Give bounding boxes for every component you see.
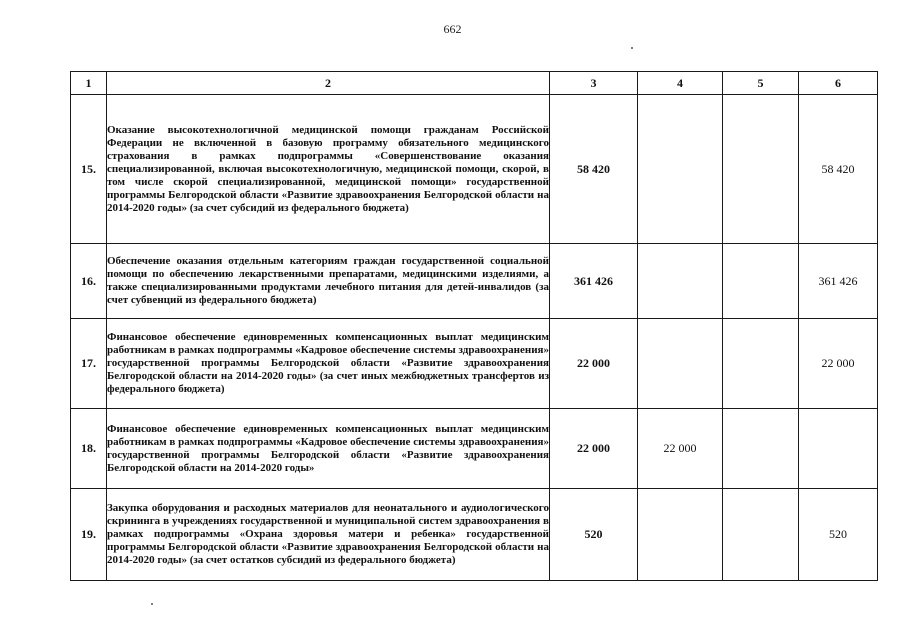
row-description: Финансовое обеспечение единовременных компенсационных выплат медицинским работникам в рамках подпрограммы «Кадровое обеспечение системы здравоохранения» государственной программы Белгородской области «Развитие здравоохранения Белгородской области на 2014-2020 годы» <box>107 409 550 489</box>
row-description: Обеспечение оказания отдельным категориям граждан государственной социальной помощи по обеспечению лекарственными препаратами, медицинскими изделиями, а также специализированными продуктами лечебного питания для детей-инвалидов (за счет субвенций из федерального бюджета) <box>107 244 550 319</box>
cell-col-3: 520 <box>550 489 638 581</box>
row-number: 17. <box>71 319 107 409</box>
header-col-5: 5 <box>723 72 799 95</box>
page-number: 662 <box>443 22 462 36</box>
cell-col-5 <box>723 409 799 489</box>
cell-col-3: 22 000 <box>550 409 638 489</box>
cell-col-6 <box>799 409 878 489</box>
header-col-6: 6 <box>799 72 878 95</box>
table-row <box>71 244 878 319</box>
cell-col-4 <box>638 244 723 319</box>
header-row <box>71 72 878 95</box>
header-col-4: 4 <box>638 72 723 95</box>
header-col-1: 1 <box>71 72 107 95</box>
cell-col-6: 361 426 <box>799 244 878 319</box>
cell-col-6: 58 420 <box>799 95 878 244</box>
scan-speck <box>151 603 153 605</box>
cell-col-3: 58 420 <box>550 95 638 244</box>
table-row <box>71 95 878 244</box>
table-row <box>71 319 878 409</box>
row-number: 19. <box>71 489 107 581</box>
cell-col-4 <box>638 95 723 244</box>
row-description: Закупка оборудования и расходных материалов для неонатального и аудиологического скрининга в учреждениях государственной и муниципальной систем здравоохранения в рамках подпрограммы «Охрана здоровья матери и ребенка» государственной программы Белгородской области «Развитие здравоохранения Белгородской области на 2014-2020 годы» (за счет остатков субсидий из федерального бюджета) <box>107 489 550 581</box>
header-col-2: 2 <box>107 72 550 95</box>
row-description: Оказание высокотехнологичной медицинской помощи гражданам Российской Федерации не включенной в базовую программу обязательного медицинского страхования в рамках подпрограммы «Совершенствование оказания специализированной, включая высокотехнологичную, медицинской помощи, скорой, в том числе скорой специализированной, медицинской помощи» государственной программы Белгородской области «Развитие здравоохранения Белгородской области на 2014-2020 годы» (за счет субсидий из федерального бюджета) <box>107 95 550 244</box>
row-description: Финансовое обеспечение единовременных компенсационных выплат медицинским работникам в рамках подпрограммы «Кадровое обеспечение системы здравоохранения» государственной программы Белгородской области «Развитие здравоохранения Белгородской области на 2014-2020 годы» (за счет иных межбюджетных трансфертов из федерального бюджета) <box>107 319 550 409</box>
cell-col-3: 361 426 <box>550 244 638 319</box>
scan-speck <box>631 47 633 49</box>
cell-col-3: 22 000 <box>550 319 638 409</box>
header-col-3: 3 <box>550 72 638 95</box>
cell-col-5 <box>723 319 799 409</box>
cell-col-5 <box>723 95 799 244</box>
cell-col-6: 22 000 <box>799 319 878 409</box>
cell-col-6: 520 <box>799 489 878 581</box>
row-number: 16. <box>71 244 107 319</box>
table-row <box>71 489 878 581</box>
cell-col-5 <box>723 244 799 319</box>
row-number: 15. <box>71 95 107 244</box>
budget-table <box>70 71 878 581</box>
cell-col-4 <box>638 319 723 409</box>
row-number: 18. <box>71 409 107 489</box>
cell-col-5 <box>723 489 799 581</box>
cell-col-4: 22 000 <box>638 409 723 489</box>
table-row <box>71 409 878 489</box>
cell-col-4 <box>638 489 723 581</box>
